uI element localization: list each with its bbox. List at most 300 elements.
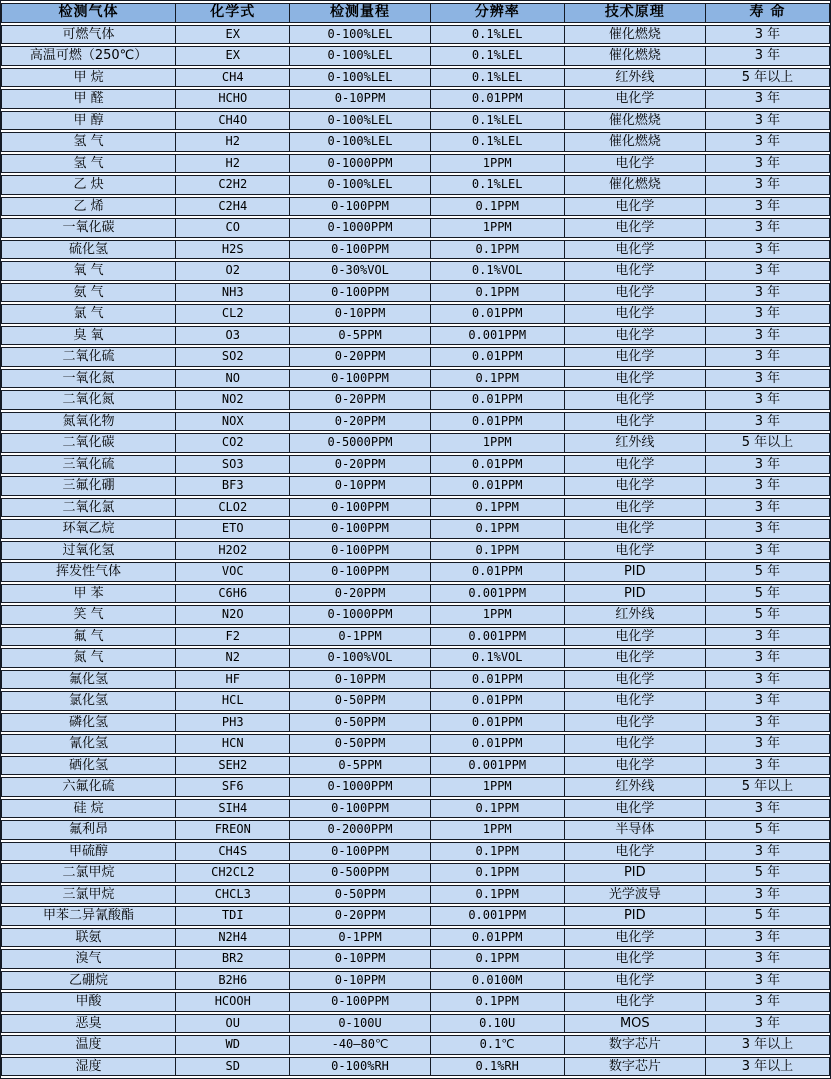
table-row (1, 390, 830, 410)
cell-resolution: 0.01PPM (430, 713, 564, 733)
cell-principle: 催化燃烧 (564, 175, 705, 195)
cell-resolution: 0.001PPM (430, 326, 564, 346)
cell-principle: 电化学 (564, 240, 705, 260)
column-header-range: 检测量程 (289, 3, 429, 23)
cell-principle: 电化学 (564, 971, 705, 991)
column-header-principle: 技术原理 (564, 3, 705, 23)
cell-range: 0-50PPM (289, 713, 429, 733)
cell-range: 0-100%LEL (289, 132, 429, 152)
cell-principle: 数字芯片 (564, 1057, 705, 1077)
cell-gas: 温度 (1, 1035, 175, 1055)
cell-formula: BR2 (175, 949, 289, 969)
cell-lifespan: 5 年 (705, 584, 830, 604)
cell-range: 0-50PPM (289, 734, 429, 754)
cell-resolution: 0.1PPM (430, 369, 564, 389)
cell-resolution: 0.1PPM (430, 541, 564, 561)
cell-formula: HCN (175, 734, 289, 754)
cell-range: 0-20PPM (289, 390, 429, 410)
cell-principle: 催化燃烧 (564, 25, 705, 45)
cell-gas: 甲硫醇 (1, 842, 175, 862)
cell-resolution: 0.1%VOL (430, 261, 564, 281)
table-row (1, 455, 830, 475)
cell-principle: 电化学 (564, 648, 705, 668)
cell-formula: EX (175, 46, 289, 66)
table-row (1, 627, 830, 647)
cell-lifespan: 5 年 (705, 820, 830, 840)
cell-range: 0-500PPM (289, 863, 429, 883)
cell-gas: 氯 气 (1, 304, 175, 324)
cell-formula: H2 (175, 132, 289, 152)
table-row (1, 304, 830, 324)
cell-principle: 数字芯片 (564, 1035, 705, 1055)
cell-resolution: 0.01PPM (430, 476, 564, 496)
cell-range: -40—80℃ (289, 1035, 429, 1055)
cell-gas: 可燃气体 (1, 25, 175, 45)
cell-lifespan: 5 年 (705, 562, 830, 582)
cell-principle: 电化学 (564, 347, 705, 367)
cell-formula: O3 (175, 326, 289, 346)
table-row (1, 197, 830, 217)
cell-range: 0-20PPM (289, 584, 429, 604)
cell-range: 0-20PPM (289, 412, 429, 432)
cell-range: 0-100%LEL (289, 68, 429, 88)
cell-resolution: 1PPM (430, 154, 564, 174)
cell-formula: FREON (175, 820, 289, 840)
cell-resolution: 0.001PPM (430, 906, 564, 926)
cell-principle: 电化学 (564, 390, 705, 410)
cell-lifespan: 3 年 (705, 369, 830, 389)
cell-lifespan: 5 年 (705, 605, 830, 625)
cell-gas: 二氧化氯 (1, 498, 175, 518)
cell-range: 0-100PPM (289, 369, 429, 389)
cell-resolution: 0.1PPM (430, 519, 564, 539)
cell-principle: PID (564, 906, 705, 926)
cell-gas: 氨 气 (1, 283, 175, 303)
cell-lifespan: 3 年 (705, 756, 830, 776)
cell-formula: HCHO (175, 89, 289, 109)
cell-gas: 乙硼烷 (1, 971, 175, 991)
cell-lifespan: 3 年 (705, 842, 830, 862)
table-row (1, 670, 830, 690)
cell-formula: N2 (175, 648, 289, 668)
cell-gas: 二氧化硫 (1, 347, 175, 367)
cell-lifespan: 3 年 (705, 218, 830, 238)
cell-gas: 氮氧化物 (1, 412, 175, 432)
cell-resolution: 0.1PPM (430, 992, 564, 1012)
cell-principle: 电化学 (564, 89, 705, 109)
cell-resolution: 0.1PPM (430, 197, 564, 217)
cell-principle: 电化学 (564, 713, 705, 733)
cell-formula: CHCL3 (175, 885, 289, 905)
cell-lifespan: 3 年 (705, 283, 830, 303)
cell-resolution: 0.1℃ (430, 1035, 564, 1055)
cell-formula: ETO (175, 519, 289, 539)
cell-principle: 电化学 (564, 326, 705, 346)
cell-gas: 氧 气 (1, 261, 175, 281)
cell-principle: 电化学 (564, 842, 705, 862)
cell-formula: C2H4 (175, 197, 289, 217)
cell-gas: 一氧化氮 (1, 369, 175, 389)
table-row (1, 111, 830, 131)
cell-formula: CL2 (175, 304, 289, 324)
cell-resolution: 0.001PPM (430, 756, 564, 776)
table-row (1, 713, 830, 733)
cell-formula: CO2 (175, 433, 289, 453)
cell-resolution: 0.1PPM (430, 863, 564, 883)
cell-resolution: 0.001PPM (430, 627, 564, 647)
cell-gas: 过氧化氢 (1, 541, 175, 561)
cell-resolution: 0.01PPM (430, 562, 564, 582)
cell-lifespan: 3 年 (705, 476, 830, 496)
cell-principle: 电化学 (564, 519, 705, 539)
cell-gas: 氟化氢 (1, 670, 175, 690)
cell-lifespan: 3 年 (705, 992, 830, 1012)
cell-lifespan: 3 年 (705, 670, 830, 690)
cell-formula: WD (175, 1035, 289, 1055)
cell-formula: OU (175, 1014, 289, 1034)
cell-resolution: 0.01PPM (430, 89, 564, 109)
cell-gas: 溴气 (1, 949, 175, 969)
table-row (1, 906, 830, 926)
cell-gas: 挥发性气体 (1, 562, 175, 582)
table-row (1, 347, 830, 367)
cell-resolution: 1PPM (430, 605, 564, 625)
cell-lifespan: 3 年 (705, 132, 830, 152)
cell-range: 0-100%LEL (289, 111, 429, 131)
table-row (1, 1057, 830, 1077)
cell-gas: 二氧化碳 (1, 433, 175, 453)
cell-gas: 氢 气 (1, 154, 175, 174)
table-row (1, 369, 830, 389)
cell-gas: 三氯甲烷 (1, 885, 175, 905)
table-row (1, 218, 830, 238)
cell-gas: 甲 苯 (1, 584, 175, 604)
cell-lifespan: 3 年 (705, 691, 830, 711)
cell-range: 0-100PPM (289, 519, 429, 539)
cell-range: 0-10PPM (289, 949, 429, 969)
table-row (1, 132, 830, 152)
cell-lifespan: 3 年 (705, 154, 830, 174)
cell-range: 0-10PPM (289, 971, 429, 991)
cell-gas: 环氧乙烷 (1, 519, 175, 539)
cell-principle: 电化学 (564, 476, 705, 496)
cell-lifespan: 5 年 (705, 863, 830, 883)
cell-formula: SD (175, 1057, 289, 1077)
cell-lifespan: 5 年以上 (705, 68, 830, 88)
cell-formula: CH4 (175, 68, 289, 88)
table-row (1, 283, 830, 303)
table-row (1, 541, 830, 561)
cell-resolution: 0.01PPM (430, 928, 564, 948)
cell-range: 0-10PPM (289, 670, 429, 690)
cell-principle: 电化学 (564, 261, 705, 281)
cell-range: 0-100%VOL (289, 648, 429, 668)
cell-range: 0-100PPM (289, 240, 429, 260)
cell-range: 0-5000PPM (289, 433, 429, 453)
cell-principle: 红外线 (564, 605, 705, 625)
cell-gas: 氟利昂 (1, 820, 175, 840)
cell-range: 0-1000PPM (289, 154, 429, 174)
cell-resolution: 0.1%LEL (430, 175, 564, 195)
table-row (1, 261, 830, 281)
cell-range: 0-10PPM (289, 476, 429, 496)
cell-formula: N2O (175, 605, 289, 625)
cell-formula: NO2 (175, 390, 289, 410)
table-row (1, 25, 830, 45)
cell-gas: 笑 气 (1, 605, 175, 625)
cell-formula: NH3 (175, 283, 289, 303)
cell-gas: 氢 气 (1, 132, 175, 152)
cell-gas: 氰化氢 (1, 734, 175, 754)
cell-resolution: 0.1PPM (430, 498, 564, 518)
table-row (1, 885, 830, 905)
cell-range: 0-1000PPM (289, 777, 429, 797)
cell-formula: CH2CL2 (175, 863, 289, 883)
cell-formula: N2H4 (175, 928, 289, 948)
column-header-lifespan: 寿 命 (705, 3, 830, 23)
cell-gas: 二氧化氮 (1, 390, 175, 410)
cell-resolution: 0.01PPM (430, 691, 564, 711)
cell-principle: MOS (564, 1014, 705, 1034)
cell-resolution: 0.1%LEL (430, 111, 564, 131)
cell-principle: 电化学 (564, 691, 705, 711)
cell-lifespan: 3 年 (705, 347, 830, 367)
table-row (1, 605, 830, 625)
cell-formula: NO (175, 369, 289, 389)
cell-gas: 甲 醛 (1, 89, 175, 109)
cell-principle: 电化学 (564, 304, 705, 324)
table-row (1, 820, 830, 840)
cell-range: 0-2000PPM (289, 820, 429, 840)
cell-principle: 电化学 (564, 734, 705, 754)
cell-range: 0-1000PPM (289, 605, 429, 625)
cell-gas: 恶臭 (1, 1014, 175, 1034)
table-row (1, 240, 830, 260)
cell-principle: 催化燃烧 (564, 132, 705, 152)
cell-formula: CH4O (175, 111, 289, 131)
cell-gas: 氯化氢 (1, 691, 175, 711)
table-row (1, 412, 830, 432)
table-row (1, 842, 830, 862)
column-header-formula: 化学式 (175, 3, 289, 23)
cell-principle: 电化学 (564, 218, 705, 238)
cell-lifespan: 3 年 (705, 799, 830, 819)
cell-lifespan: 3 年 (705, 326, 830, 346)
cell-formula: CH4S (175, 842, 289, 862)
cell-lifespan: 3 年 (705, 455, 830, 475)
table-row (1, 562, 830, 582)
cell-principle: 电化学 (564, 756, 705, 776)
cell-range: 0-100PPM (289, 283, 429, 303)
cell-lifespan: 3 年 (705, 734, 830, 754)
cell-range: 0-100PPM (289, 799, 429, 819)
cell-range: 0-100PPM (289, 562, 429, 582)
cell-formula: F2 (175, 627, 289, 647)
cell-principle: 电化学 (564, 283, 705, 303)
cell-gas: 六氟化硫 (1, 777, 175, 797)
table-row (1, 326, 830, 346)
cell-formula: PH3 (175, 713, 289, 733)
cell-formula: BF3 (175, 476, 289, 496)
cell-resolution: 0.1%LEL (430, 46, 564, 66)
cell-lifespan: 5 年 (705, 906, 830, 926)
cell-formula: EX (175, 25, 289, 45)
table-row (1, 734, 830, 754)
cell-range: 0-100PPM (289, 992, 429, 1012)
cell-resolution: 0.0100M (430, 971, 564, 991)
cell-formula: SF6 (175, 777, 289, 797)
cell-formula: TDI (175, 906, 289, 926)
cell-principle: 电化学 (564, 154, 705, 174)
cell-range: 0-100PPM (289, 197, 429, 217)
cell-formula: O2 (175, 261, 289, 281)
cell-gas: 甲酸 (1, 992, 175, 1012)
cell-principle: 电化学 (564, 992, 705, 1012)
cell-range: 0-5PPM (289, 756, 429, 776)
cell-resolution: 0.1PPM (430, 949, 564, 969)
cell-principle: 催化燃烧 (564, 111, 705, 131)
cell-resolution: 0.1PPM (430, 283, 564, 303)
cell-range: 0-100%LEL (289, 25, 429, 45)
cell-principle: 红外线 (564, 68, 705, 88)
cell-gas: 臭 氧 (1, 326, 175, 346)
cell-principle: PID (564, 584, 705, 604)
cell-range: 0-50PPM (289, 885, 429, 905)
cell-lifespan: 3 年 (705, 89, 830, 109)
cell-resolution: 0.1PPM (430, 240, 564, 260)
cell-gas: 乙 炔 (1, 175, 175, 195)
table-row (1, 971, 830, 991)
table-row (1, 949, 830, 969)
cell-gas: 甲 烷 (1, 68, 175, 88)
cell-resolution: 0.01PPM (430, 455, 564, 475)
cell-formula: SO3 (175, 455, 289, 475)
cell-formula: SEH2 (175, 756, 289, 776)
cell-resolution: 1PPM (430, 820, 564, 840)
table-row (1, 519, 830, 539)
cell-resolution: 0.1%LEL (430, 68, 564, 88)
table-row (1, 89, 830, 109)
cell-formula: CLO2 (175, 498, 289, 518)
cell-formula: HCL (175, 691, 289, 711)
cell-lifespan: 3 年 (705, 111, 830, 131)
cell-resolution: 0.1%LEL (430, 132, 564, 152)
cell-lifespan: 5 年以上 (705, 777, 830, 797)
cell-lifespan: 3 年 (705, 541, 830, 561)
table-row (1, 46, 830, 66)
cell-lifespan: 3 年以上 (705, 1035, 830, 1055)
cell-resolution: 0.1%VOL (430, 648, 564, 668)
cell-lifespan: 3 年 (705, 648, 830, 668)
cell-resolution: 0.01PPM (430, 390, 564, 410)
cell-formula: H2S (175, 240, 289, 260)
cell-formula: C2H2 (175, 175, 289, 195)
cell-formula: H2 (175, 154, 289, 174)
cell-principle: PID (564, 562, 705, 582)
cell-range: 0-10PPM (289, 89, 429, 109)
cell-resolution: 0.01PPM (430, 347, 564, 367)
cell-lifespan: 3 年 (705, 46, 830, 66)
table-row (1, 648, 830, 668)
table-row (1, 68, 830, 88)
cell-range: 0-100PPM (289, 498, 429, 518)
cell-formula: SIH4 (175, 799, 289, 819)
table-row (1, 928, 830, 948)
cell-formula: H2O2 (175, 541, 289, 561)
cell-principle: 电化学 (564, 799, 705, 819)
cell-gas: 一氧化碳 (1, 218, 175, 238)
cell-lifespan: 3 年 (705, 519, 830, 539)
cell-gas: 湿度 (1, 1057, 175, 1077)
table-row (1, 175, 830, 195)
cell-lifespan: 3 年 (705, 627, 830, 647)
table-row (1, 691, 830, 711)
cell-lifespan: 3 年 (705, 498, 830, 518)
cell-range: 0-100%LEL (289, 175, 429, 195)
table-row (1, 863, 830, 883)
cell-principle: 电化学 (564, 455, 705, 475)
cell-formula: SO2 (175, 347, 289, 367)
cell-lifespan: 3 年 (705, 390, 830, 410)
cell-range: 0-1PPM (289, 928, 429, 948)
table-row (1, 992, 830, 1012)
cell-range: 0-100PPM (289, 541, 429, 561)
cell-lifespan: 3 年 (705, 1014, 830, 1034)
cell-principle: 红外线 (564, 433, 705, 453)
cell-principle: 电化学 (564, 197, 705, 217)
cell-lifespan: 3 年 (705, 261, 830, 281)
cell-principle: 催化燃烧 (564, 46, 705, 66)
table-row (1, 584, 830, 604)
cell-resolution: 0.01PPM (430, 412, 564, 432)
cell-lifespan: 3 年 (705, 713, 830, 733)
cell-resolution: 1PPM (430, 433, 564, 453)
cell-range: 0-100U (289, 1014, 429, 1034)
cell-formula: HF (175, 670, 289, 690)
cell-lifespan: 3 年 (705, 412, 830, 432)
cell-lifespan: 3 年 (705, 197, 830, 217)
cell-range: 0-5PPM (289, 326, 429, 346)
table-row (1, 1014, 830, 1034)
cell-formula: VOC (175, 562, 289, 582)
table-row (1, 476, 830, 496)
cell-resolution: 0.1%RH (430, 1057, 564, 1077)
cell-principle: PID (564, 863, 705, 883)
cell-resolution: 0.1PPM (430, 885, 564, 905)
cell-lifespan: 3 年 (705, 928, 830, 948)
cell-resolution: 1PPM (430, 218, 564, 238)
cell-range: 0-20PPM (289, 906, 429, 926)
cell-range: 0-100PPM (289, 842, 429, 862)
table-row (1, 799, 830, 819)
cell-principle: 电化学 (564, 541, 705, 561)
cell-gas: 磷化氢 (1, 713, 175, 733)
table-row (1, 498, 830, 518)
cell-principle: 电化学 (564, 928, 705, 948)
cell-range: 0-10PPM (289, 304, 429, 324)
header-row (1, 3, 830, 23)
cell-principle: 半导体 (564, 820, 705, 840)
cell-gas: 二氯甲烷 (1, 863, 175, 883)
cell-gas: 甲苯二异氰酸酯 (1, 906, 175, 926)
cell-gas: 联氨 (1, 928, 175, 948)
cell-lifespan: 3 年 (705, 971, 830, 991)
cell-lifespan: 3 年 (705, 885, 830, 905)
cell-resolution: 0.1PPM (430, 842, 564, 862)
table-row (1, 433, 830, 453)
cell-gas: 氟 气 (1, 627, 175, 647)
cell-resolution: 1PPM (430, 777, 564, 797)
